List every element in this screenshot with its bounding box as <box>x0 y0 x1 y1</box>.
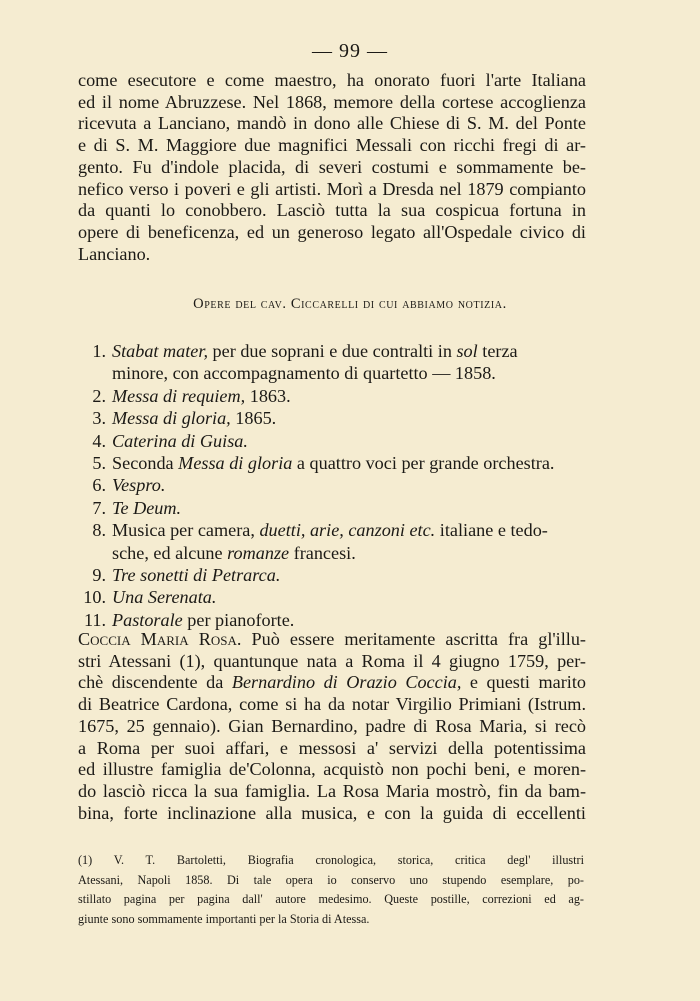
footnote-line: Atessani, Napoli 1858. Di tale opera io conservo uno stupendo esemplare, po- <box>78 872 584 887</box>
text-line: chè discendente da Bernardino di Orazio Coccia, e questi marito <box>78 672 586 693</box>
text-line: a Roma per suoi affari, e messosi a' servizi della potentissima <box>78 737 586 758</box>
text-line: 1675, 25 gennaio). Gian Bernardino, padre di Rosa Maria, si recò <box>78 715 586 736</box>
intro-paragraph <box>78 70 586 265</box>
item-title: Messa di gloria <box>178 452 293 473</box>
biography-paragraph <box>78 629 586 824</box>
item-detail: terza <box>477 341 518 361</box>
text-span: Può essere meritamente ascritta fra gl'illu- <box>241 629 586 649</box>
text-line: come esecutore e come maestro, ha onorato fuori l'arte Italiana <box>78 70 586 90</box>
list-item <box>78 564 598 586</box>
list-item <box>78 452 598 474</box>
footnote <box>78 851 584 929</box>
footnote-line: stillato pagina per pagina dall' autore medesimo. Queste postille, correzioni ed ag- <box>78 892 584 906</box>
item-number: 4. <box>92 430 106 451</box>
item-detail: 1865. <box>230 408 277 429</box>
item-prefix: sche, ed alcune <box>112 542 228 563</box>
item-title: Tre sonetti di Petrarca. <box>112 564 281 585</box>
item-title: Messa di requiem, <box>112 385 246 406</box>
item-text <box>112 497 181 519</box>
item-number: 3. <box>92 408 106 429</box>
item-detail: per due soprani e due contralti in <box>208 341 457 361</box>
item-number: 11. <box>83 609 106 630</box>
item-text <box>112 340 518 362</box>
text-line <box>78 629 586 651</box>
item-text <box>112 586 216 608</box>
item-title: romanze <box>227 542 290 563</box>
item-prefix: Seconda <box>112 452 179 473</box>
text-line: e di S. M. Maggiore due magnifici Messali con ricchi fregi di ar- <box>78 135 586 156</box>
entry-name: Coccia Maria Rosa. <box>78 629 242 649</box>
text-line: ed il nome Abruzzese. Nel 1868, memore della cortese accoglienza <box>78 91 586 112</box>
list-item <box>78 407 598 429</box>
page-number: — 99 — <box>312 40 388 62</box>
item-text <box>112 362 496 384</box>
item-key: sol <box>456 341 478 361</box>
item-number: 1. <box>92 341 106 361</box>
text-line: opere di beneficenza, ed un generoso legato all'Ospedale civico di <box>78 221 586 242</box>
list-item <box>78 519 598 541</box>
item-text <box>112 609 294 631</box>
item-title: Pastorale <box>112 609 183 630</box>
item-title: duetti, arie, canzoni etc. <box>259 520 436 541</box>
item-text <box>112 474 165 496</box>
item-text <box>112 519 548 541</box>
text-line: di Beatrice Cardona, come si ha da notar Virgilio Primiani (Istrum. <box>78 694 586 715</box>
item-text <box>112 564 280 586</box>
list-item <box>78 474 598 496</box>
text-line: bina, forte inclinazione alla musica, e con la guida di eccellenti <box>78 802 586 823</box>
item-number: 9. <box>92 564 106 585</box>
item-title: Te Deum. <box>112 497 182 518</box>
text-line: ed illustre famiglia de'Colonna, acquistò non pochi beni, e moren- <box>78 759 586 780</box>
text-line: Lanciano. <box>78 243 151 264</box>
item-text <box>112 452 554 474</box>
list-item-continuation <box>78 542 598 564</box>
text-line: gento. Fu d'indole placida, di severi costumi e sommamente be- <box>78 156 586 177</box>
item-number: 2. <box>92 385 106 406</box>
item-title: Vespro. <box>112 475 166 496</box>
list-item <box>78 430 598 452</box>
item-number: 7. <box>92 497 106 518</box>
item-text <box>112 407 276 429</box>
item-detail: a quattro voci per grande orchestra. <box>292 452 555 473</box>
item-title: Caterina di Guisa. <box>112 430 248 451</box>
works-list <box>78 340 598 631</box>
item-detail: italiane e tedo- <box>435 520 548 541</box>
text-line: do lasciò ricca la sua famiglia. La Rosa Maria mostrò, fin da bam- <box>78 780 586 801</box>
item-detail: minore, con accompagnamento di quartetto — 1858. <box>112 363 496 384</box>
item-detail: francesi. <box>289 542 356 563</box>
footnote-line: giunte sono sommamente importanti per la Storia di Atessa. <box>78 911 370 926</box>
item-detail: 1863. <box>245 385 291 406</box>
item-number: 6. <box>92 475 106 496</box>
text-line: nefico verso i poveri e gli artisti. Morì a Dresda nel 1879 compianto <box>78 178 586 199</box>
item-title: Stabat mater, <box>112 341 208 361</box>
list-item <box>78 340 598 362</box>
item-number: 10. <box>83 587 106 608</box>
list-item-continuation <box>78 362 598 384</box>
section-heading: Opere del cav. Ciccarelli di cui abbiamo notizia. <box>193 296 507 312</box>
text-line: da quanti lo conobbero. Lasciò tutta la sua cospicua fortuna in <box>78 200 586 221</box>
item-text <box>112 385 291 407</box>
list-item <box>78 586 598 608</box>
item-title: Una Serenata. <box>112 587 217 608</box>
text-line: ricevuta a Lanciano, mandò in dono alle Chiese di S. M. del Ponte <box>78 113 586 134</box>
item-text <box>112 430 248 452</box>
item-text <box>112 542 356 564</box>
list-item <box>78 385 598 407</box>
item-prefix: Musica per camera, <box>112 520 260 541</box>
list-item <box>78 609 598 631</box>
item-detail: per pianoforte. <box>182 609 295 630</box>
item-number: 5. <box>92 452 106 473</box>
item-title: Messa di gloria, <box>112 408 231 429</box>
footnote-line: (1) V. T. Bartoletti, Biografia cronologica, storica, critica degl' illustri <box>78 853 584 867</box>
list-item <box>78 497 598 519</box>
text-line: stri Atessani (1), quantunque nata a Roma il 4 giugno 1759, per- <box>78 650 586 671</box>
person-name: Bernardino di Orazio Coccia, <box>231 672 462 693</box>
item-number: 8. <box>92 520 106 541</box>
